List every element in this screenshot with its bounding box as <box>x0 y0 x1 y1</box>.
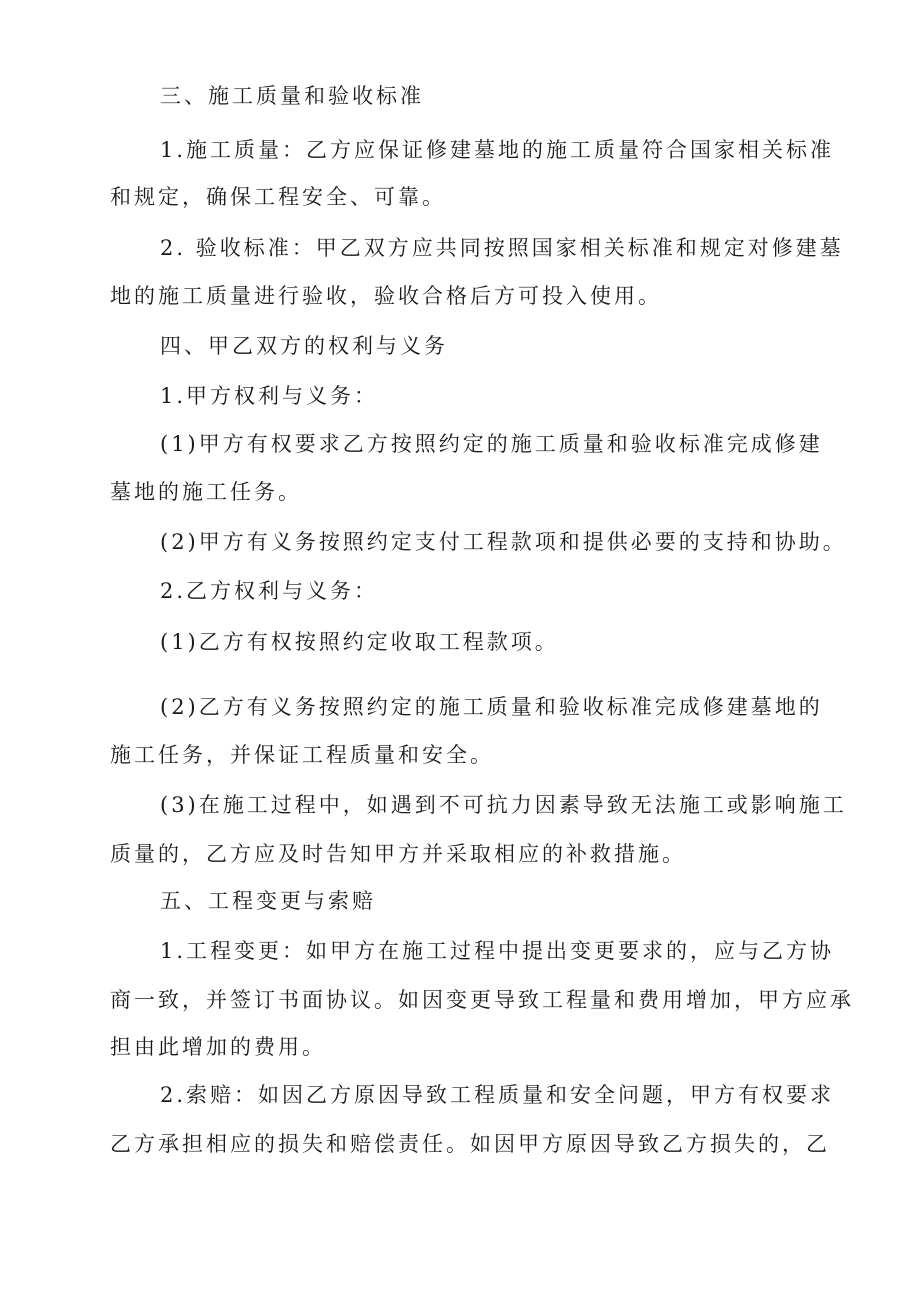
subheading-party-b: 2.乙方权利与义务： <box>160 579 379 603</box>
paragraph-line: (2)乙方有义务按照约定的施工质量和验收标准完成修建墓地的 <box>160 695 823 719</box>
paragraph-line: 担由此增加的费用。 <box>110 1035 326 1059</box>
paragraph-line: (1)甲方有权要求乙方按照约定的施工质量和验收标准完成修建 <box>160 432 823 456</box>
paragraph-line: (1)乙方有权按照约定收取工程款项。 <box>160 630 559 654</box>
paragraph-line: (3)在施工过程中，如遇到不可抗力因素导致无法施工或影响施工 <box>160 793 847 817</box>
subheading-party-a: 1.甲方权利与义务： <box>160 384 379 408</box>
paragraph-line: 乙方承担相应的损失和赔偿责任。如因甲方原因导致乙方损失的，乙 <box>110 1132 830 1156</box>
section-heading-5: 五、工程变更与索赔 <box>160 889 376 913</box>
paragraph-line: (2)甲方有义务按照约定支付工程款项和提供必要的支持和协助。 <box>160 530 847 554</box>
paragraph-line: 1.施工质量：乙方应保证修建墓地的施工质量符合国家相关标准 <box>160 138 835 162</box>
paragraph-line: 2. 验收标准：甲乙双方应共同按照国家相关标准和规定对修建墓 <box>160 236 844 260</box>
section-heading-3: 三、施工质量和验收标准 <box>160 84 424 108</box>
paragraph-line: 地的施工质量进行验收，验收合格后方可投入使用。 <box>110 284 662 308</box>
paragraph-line: 2.索赔：如因乙方原因导致工程质量和安全问题，甲方有权要求 <box>160 1083 835 1107</box>
paragraph-line: 1.工程变更：如甲方在施工过程中提出变更要求的，应与乙方协 <box>160 939 835 963</box>
paragraph-line: 施工任务，并保证工程质量和安全。 <box>110 743 494 767</box>
paragraph-line: 墓地的施工任务。 <box>110 480 302 504</box>
paragraph-line: 和规定，确保工程安全、可靠。 <box>110 185 446 209</box>
paragraph-line: 质量的，乙方应及时告知甲方并采取相应的补救措施。 <box>110 842 686 866</box>
paragraph-line: 商一致，并签订书面协议。如因变更导致工程量和费用增加，甲方应承 <box>110 988 854 1012</box>
section-heading-4: 四、甲乙双方的权利与义务 <box>160 334 448 358</box>
